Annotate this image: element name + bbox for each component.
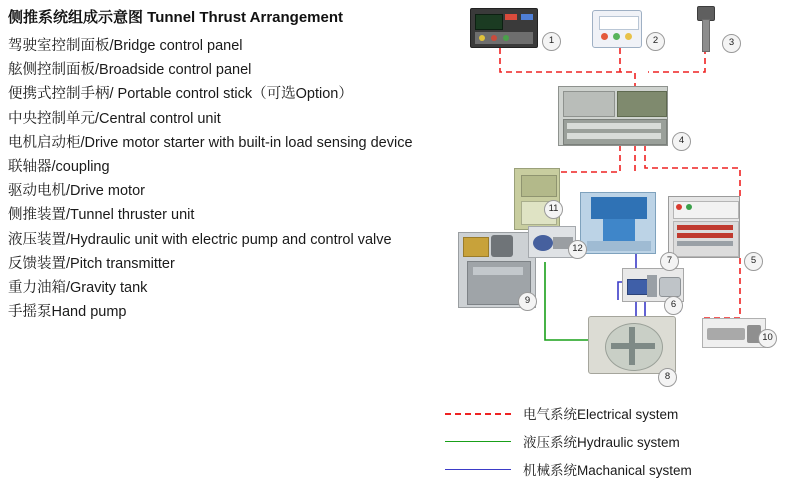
badge-8: 8 — [658, 368, 677, 387]
legend-item-9: 液压装置/Hydraulic unit with electric pump and control valve — [8, 231, 392, 248]
device-drive-motor-starter — [668, 196, 740, 258]
legend-key-electrical — [445, 400, 785, 428]
legend-item-3: 便携式控制手柄/ Portable control stick（可选Option） — [8, 86, 353, 103]
legend-item-10: 反馈装置/Pitch transmitter — [8, 255, 175, 272]
badge-6: 6 — [664, 296, 683, 315]
legend-item-6: 联轴器/coupling — [8, 159, 110, 176]
device-portable-control-stick — [692, 6, 718, 50]
page-title: 侧推系统组成示意图 Tunnel Thrust Arrangement — [8, 9, 344, 26]
legend-item-11: 重力油箱/Gravity tank — [8, 280, 148, 297]
electrical-line-swatch — [445, 413, 511, 415]
legend-item-8: 侧推装置/Tunnel thruster unit — [8, 207, 195, 224]
badge-11: 11 — [544, 200, 563, 219]
electrical-label: 电气系统Electrical system — [523, 407, 679, 422]
badge-3: 3 — [722, 34, 741, 53]
legend-key-hydraulic — [445, 428, 785, 456]
badge-9: 9 — [518, 292, 537, 311]
badge-2: 2 — [646, 32, 665, 51]
badge-5: 5 — [744, 252, 763, 271]
legend-item-2: 舷侧控制面板/Broadside control panel — [8, 62, 252, 79]
hydraulic-label: 液压系统Hydraulic system — [523, 435, 680, 450]
badge-12: 12 — [568, 240, 587, 259]
legend-list — [8, 6, 458, 324]
device-gravity-tank — [514, 168, 560, 230]
legend-item-12: 手摇泵Hand pump — [8, 304, 127, 321]
legend-item-7: 驱动电机/Drive motor — [8, 183, 145, 200]
badge-7: 7 — [660, 252, 679, 271]
device-pitch-transmitter — [702, 318, 766, 348]
hydraulic-line-swatch — [445, 441, 511, 442]
badge-1: 1 — [542, 32, 561, 51]
legend-item-1: 驾驶室控制面板/Bridge control panel — [8, 38, 243, 54]
mechanical-line-swatch — [445, 469, 511, 470]
device-tunnel-thruster-unit — [580, 192, 656, 254]
system-legend — [445, 400, 785, 484]
device-drive-motor — [588, 316, 676, 374]
legend-item-5: 电机启动柜/Drive motor starter with built-in load sensing device — [8, 134, 413, 151]
legend-key-mechanical — [445, 456, 785, 484]
badge-4: 4 — [672, 132, 691, 151]
device-bridge-control-panel — [470, 8, 538, 48]
mechanical-label: 机械系统Machanical system — [523, 463, 692, 478]
legend-item-4: 中央控制单元/Central control unit — [8, 110, 221, 127]
device-central-control-unit — [558, 86, 668, 146]
device-broadside-control-panel — [592, 10, 642, 48]
badge-10: 10 — [758, 329, 777, 348]
